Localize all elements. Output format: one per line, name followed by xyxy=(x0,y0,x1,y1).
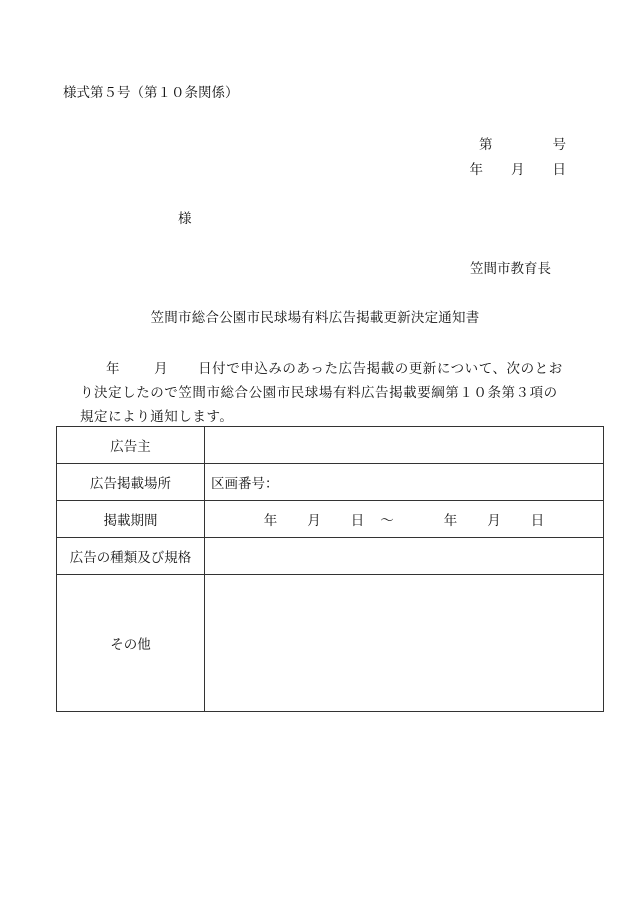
period-end-day: 日 xyxy=(530,513,545,529)
body-month: 月 xyxy=(154,361,169,377)
notification-table xyxy=(56,426,604,712)
period-end-year: 年 xyxy=(443,513,458,529)
date-year: 年 xyxy=(469,162,483,178)
period-tilde: ～ xyxy=(380,513,394,529)
date-day: 日 xyxy=(552,162,566,178)
date-month: 月 xyxy=(511,162,525,178)
type-value-cell xyxy=(205,538,604,575)
addressee-suffix: 様 xyxy=(178,211,192,227)
body-line-2: り決定したので笠間市総合公園市民球場有料広告掲載要綱第１０条第３項の xyxy=(80,385,558,401)
document-title: 笠間市総合公園市民球場有料広告掲載更新決定通知書 xyxy=(150,310,480,326)
body-day-rest: 日付で申込みのあった広告掲載の更新について、次のとお xyxy=(198,361,563,377)
period-start-year: 年 xyxy=(263,513,278,529)
location-value: 区画番号： xyxy=(205,464,604,501)
form-number: 様式第５号（第１０条関係） xyxy=(63,85,239,101)
advertiser-value-cell xyxy=(205,427,604,464)
other-label: その他 xyxy=(57,575,205,712)
period-start-day: 日 xyxy=(350,513,365,529)
table-row-location xyxy=(57,464,604,501)
sender-name: 笠間市教育長 xyxy=(470,261,551,277)
table-row-other xyxy=(57,575,604,712)
number-dai: 第 xyxy=(479,137,493,153)
period-start-month: 月 xyxy=(307,513,321,529)
advertiser-label: 広告主 xyxy=(57,427,205,464)
table-row-type xyxy=(57,538,604,575)
period-label: 掲載期間 xyxy=(57,501,205,538)
table-row-period xyxy=(57,501,604,538)
body-line-1 xyxy=(106,357,563,377)
body-year: 年 xyxy=(106,361,121,377)
table-row-advertiser xyxy=(57,427,604,464)
type-label: 広告の種類及び規格 xyxy=(57,538,205,575)
other-value-cell xyxy=(205,575,604,712)
period-value xyxy=(205,501,604,538)
document-number-line xyxy=(479,133,566,153)
issue-date-line xyxy=(470,158,567,178)
location-label: 広告掲載場所 xyxy=(57,464,205,501)
number-go: 号 xyxy=(552,137,566,153)
period-end-month: 月 xyxy=(487,513,501,529)
body-line-3: 規定により通知します。 xyxy=(80,409,234,425)
